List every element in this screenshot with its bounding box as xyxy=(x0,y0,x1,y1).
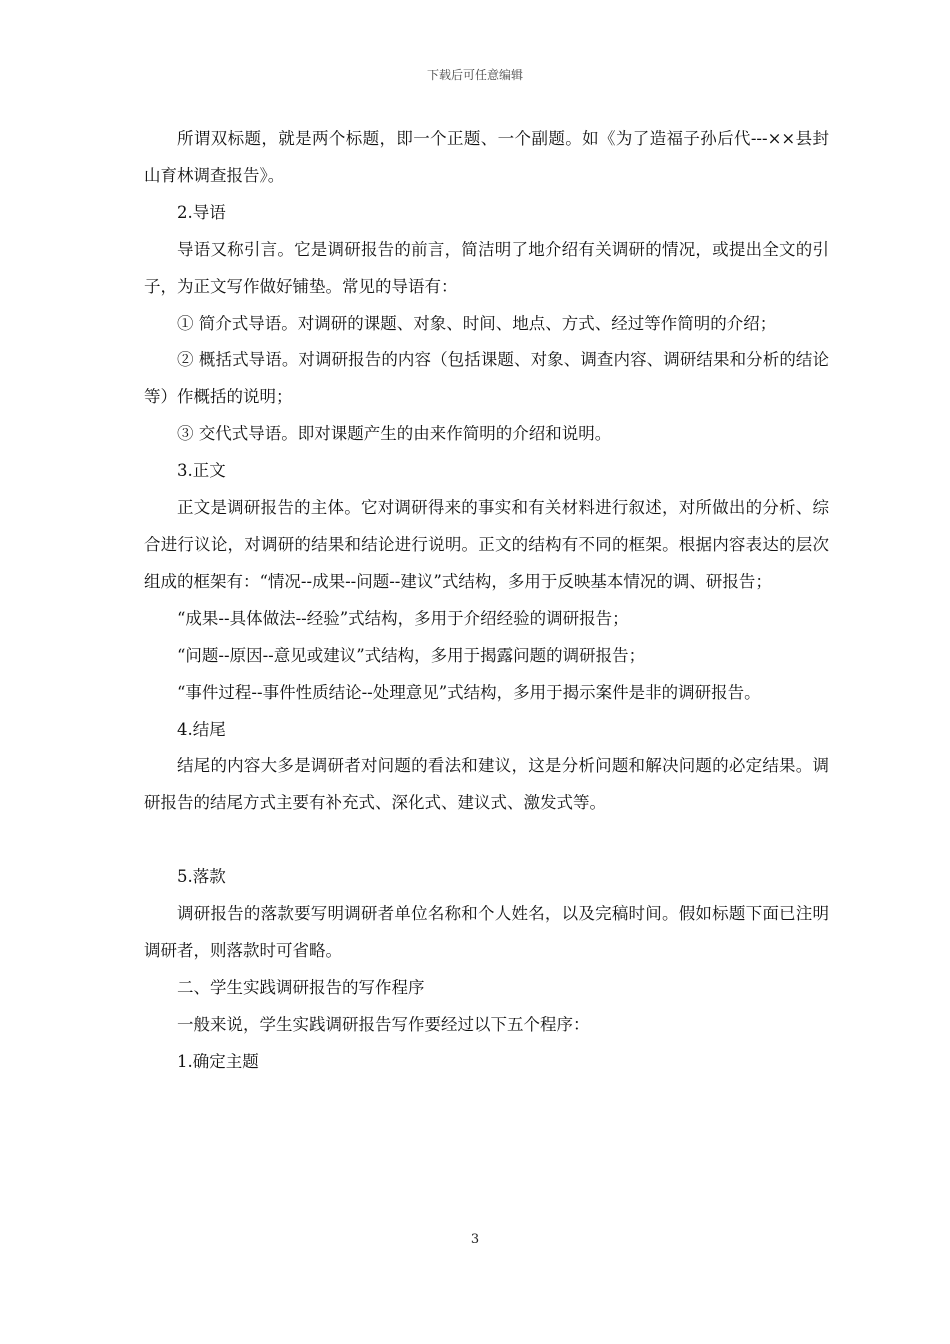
page-number: 3 xyxy=(470,1232,480,1247)
list-item: ③ 交代式导语。即对课题产生的由来作简明的介绍和说明。 xyxy=(177,424,612,444)
paragraph: 一般来说，学生实践调研报告写作要经过以下五个程序： xyxy=(177,1014,590,1034)
section-heading: 1.确定主题 xyxy=(177,1051,259,1071)
section-heading: 2.导语 xyxy=(177,202,226,222)
list-item: ② 概括式导语。对调研报告的内容（包括课题、对象、调查内容、调研结果和分析的结论等）作概括的说明； xyxy=(144,350,829,407)
paragraph: 导语又称引言。它是调研报告的前言，简洁明了地介绍有关调研的情况，或提出全文的引子，为正文写作做好铺垫。常见的导语有： xyxy=(144,239,829,296)
section-heading: 5.落款 xyxy=(177,867,226,887)
paragraph: “成果--具体做法--经验”式结构，多用于介绍经验的调研报告； xyxy=(177,608,629,628)
paragraph: 结尾的内容大多是调研者对问题的看法和建议，这是分析问题和解决问题的必定结果。调研报告的结尾方式主要有补充式、深化式、建议式、激发式等。 xyxy=(144,756,829,813)
section-heading: 4.结尾 xyxy=(177,719,226,739)
chapter-heading: 二、学生实践调研报告的写作程序 xyxy=(177,977,425,997)
paragraph: 调研报告的落款要写明调研者单位名称和个人姓名，以及完稿时间。假如标题下面已注明调研者，则落款时可省略。 xyxy=(144,904,829,960)
paragraph: “问题--原因--意见或建议”式结构，多用于揭露问题的调研报告； xyxy=(177,645,646,665)
list-item: ① 简介式导语。对调研的课题、对象、时间、地点、方式、经过等作简明的介绍； xyxy=(177,313,777,333)
document-body xyxy=(144,121,829,1081)
paragraph: 正文是调研报告的主体。它对调研得来的事实和有关材料进行叙述，对所做出的分析、综合进行议论，对调研的结果和结论进行说明。正文的结构有不同的框架。根据内容表达的层次组成的框架有：“情况--成果--问题--建议”式结构，多用于反映基本情况的调、研报告； xyxy=(144,498,829,591)
page-header: 下载后可任意编辑 xyxy=(426,68,523,82)
section-heading: 3.正文 xyxy=(177,461,226,481)
paragraph: 所谓双标题，就是两个标题，即一个正题、一个副题。如《为了造福子孙后代---××县封山育林调查报告》。 xyxy=(144,129,829,185)
paragraph: “事件过程--事件性质结论--处理意见”式结构，多用于揭示案件是非的调研报告。 xyxy=(177,682,761,702)
